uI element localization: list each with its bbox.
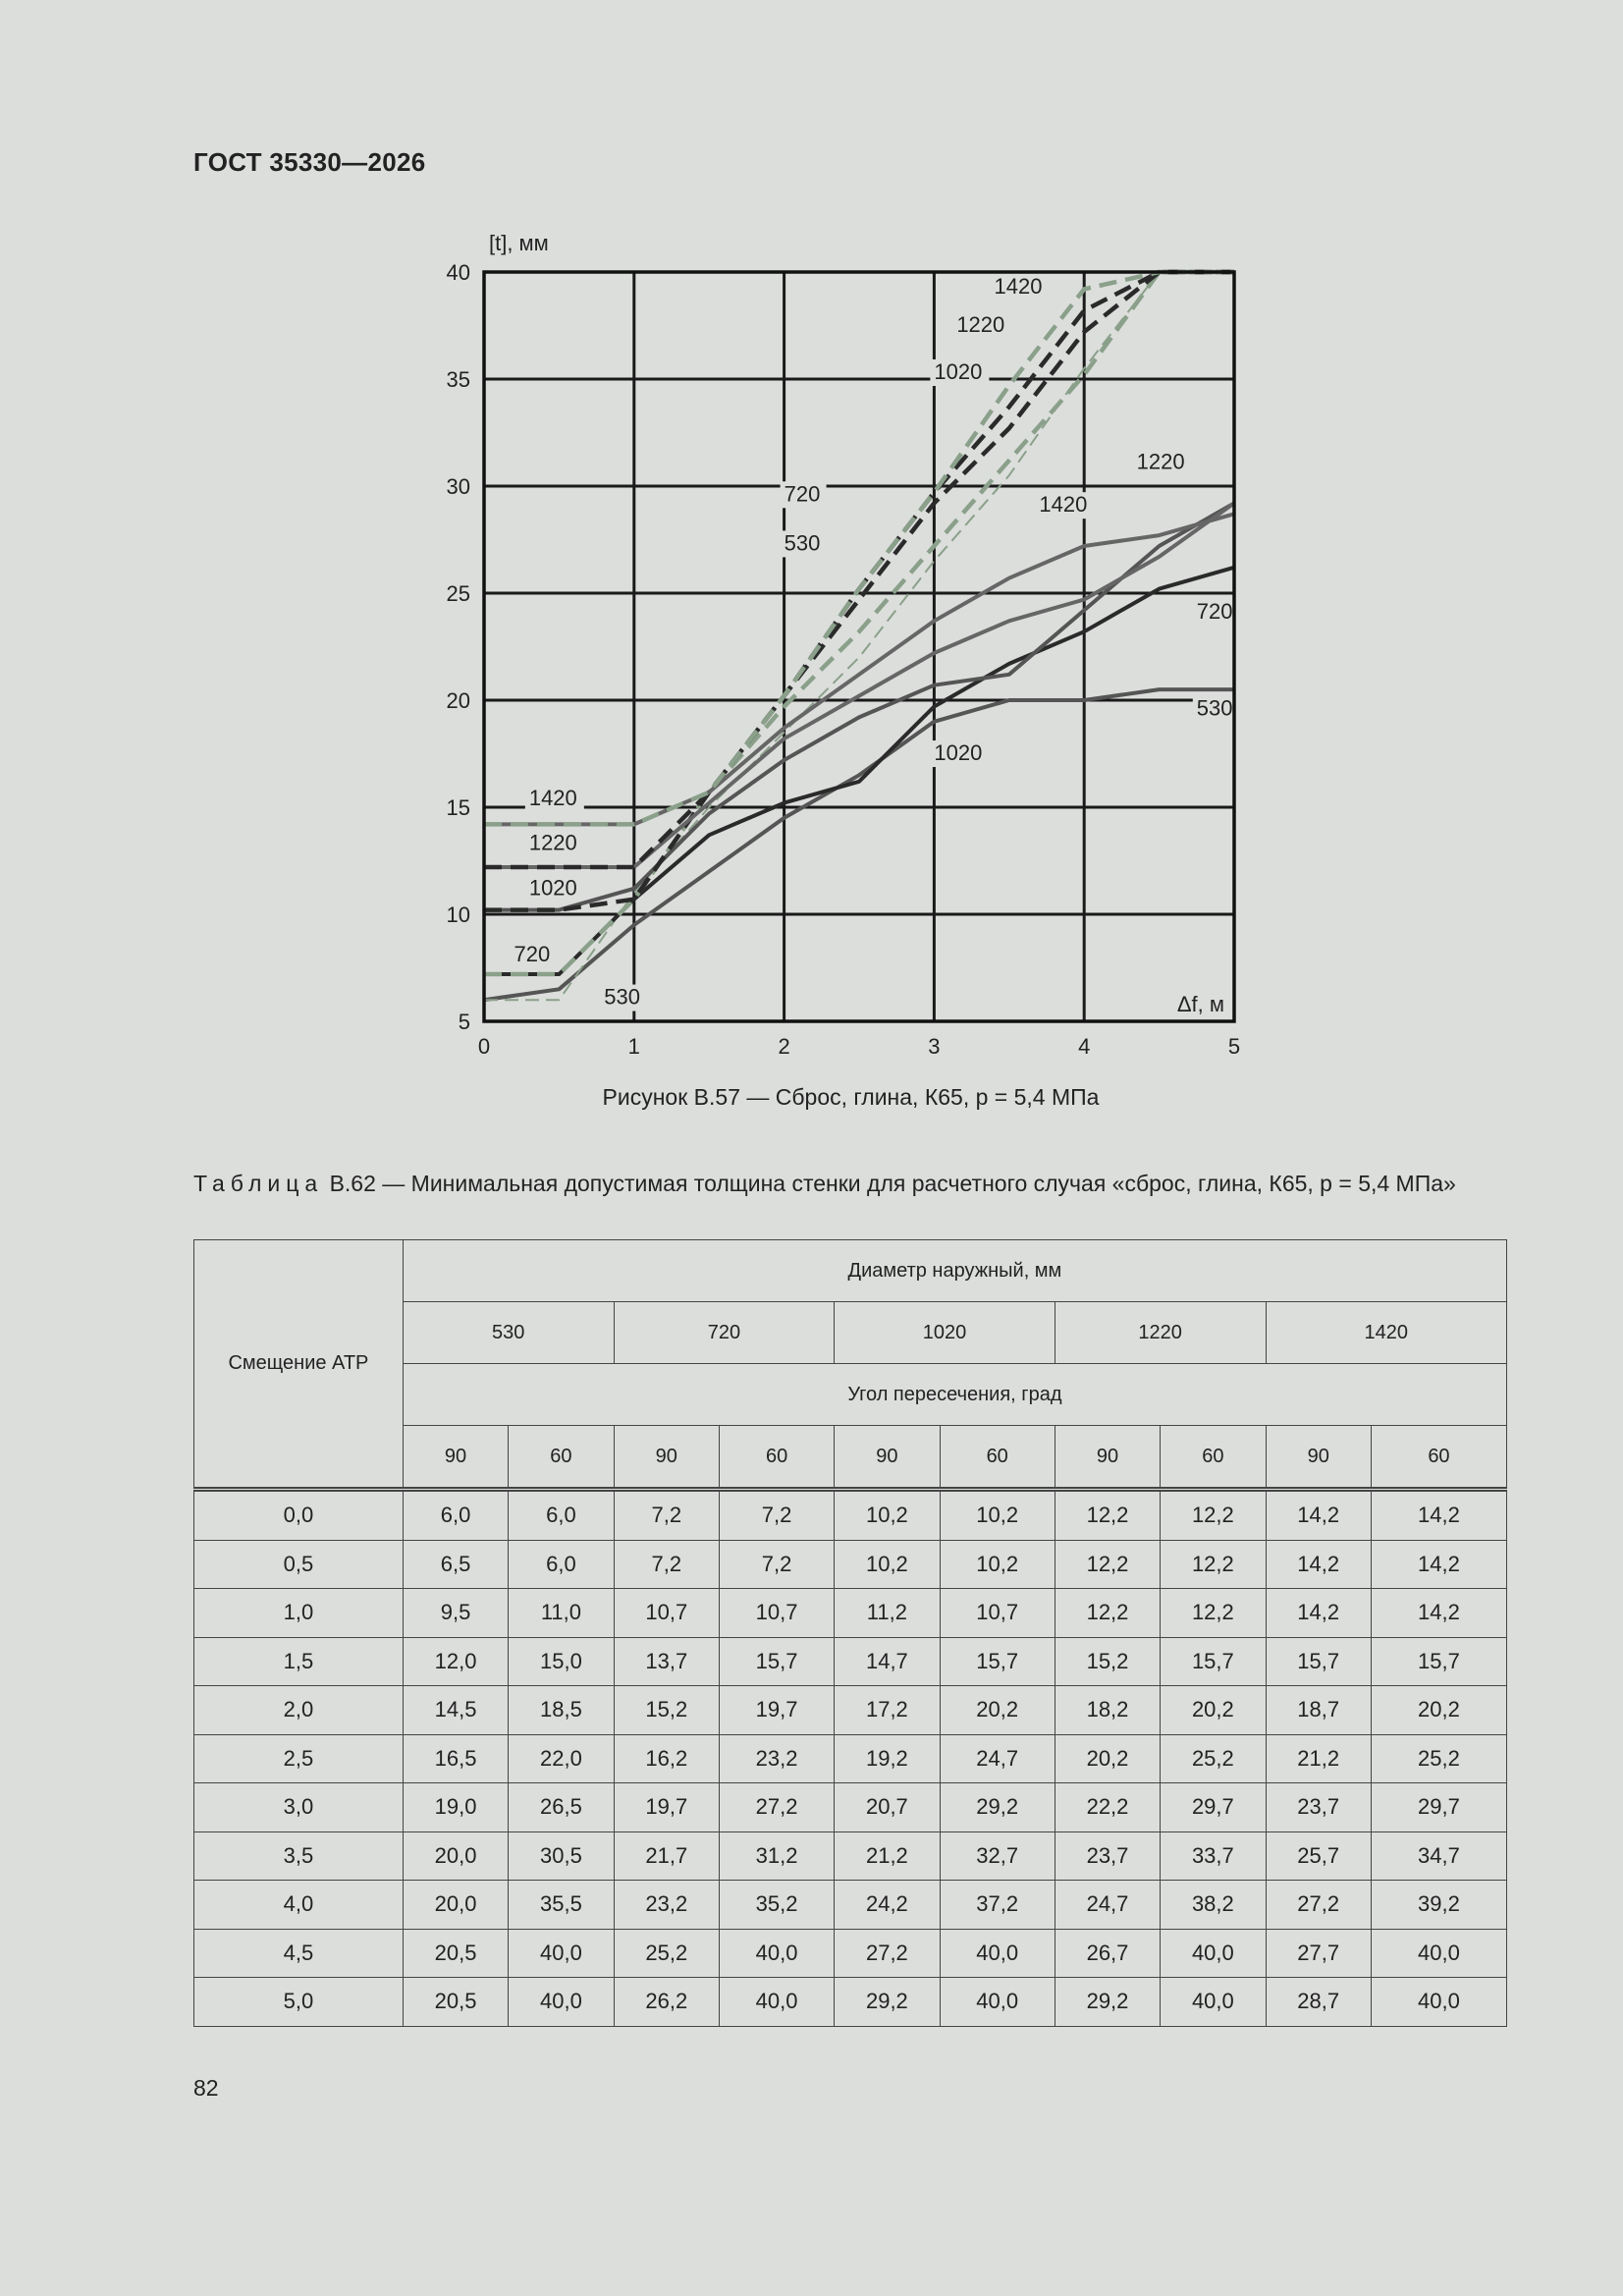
plot-frame <box>484 272 1234 1021</box>
y-tick-label: 30 <box>446 474 470 499</box>
table-row <box>194 1490 1507 1541</box>
x-axis-label: Δf, м <box>1176 992 1224 1016</box>
x-tick-label: 3 <box>928 1034 941 1059</box>
thickness-cell: 20,0 <box>403 1831 508 1881</box>
thickness-cell: 23,7 <box>1055 1831 1160 1881</box>
thickness-cell: 40,0 <box>719 1929 834 1978</box>
series-line-1220-60 <box>484 272 1234 867</box>
table-caption-prefix: Таблица <box>193 1171 324 1196</box>
angle-value: 60 <box>1161 1426 1266 1490</box>
thickness-cell: 14,2 <box>1266 1540 1371 1589</box>
angle-value: 90 <box>835 1426 940 1490</box>
thickness-cell: 14,2 <box>1371 1589 1506 1638</box>
series-annotation: 1420 <box>528 785 577 810</box>
series-annotation: 530 <box>1196 695 1233 721</box>
series-annotation: 1220 <box>1136 449 1185 474</box>
thickness-cell: 40,0 <box>940 1978 1055 2027</box>
thickness-cell: 10,2 <box>835 1540 940 1589</box>
series-line-1420-90 <box>484 514 1234 824</box>
angle-value: 60 <box>940 1426 1055 1490</box>
figure-caption: Рисунок В.57 — Сброс, глина, К65, p = 5,4 МПа <box>602 1084 1100 1110</box>
series-annotation: 720 <box>1196 599 1233 625</box>
table-row <box>194 1686 1507 1735</box>
group-header: Диаметр наружный, мм <box>403 1240 1506 1302</box>
table-caption <box>193 1169 1507 1199</box>
thickness-cell: 20,2 <box>1161 1686 1266 1735</box>
diameter-header: 1220 <box>1055 1302 1266 1364</box>
table-row <box>194 1831 1507 1881</box>
series-annotation: 1020 <box>528 875 577 901</box>
thickness-cell: 12,2 <box>1055 1589 1160 1638</box>
thickness-cell: 19,0 <box>403 1783 508 1832</box>
thickness-cell: 21,2 <box>835 1831 940 1881</box>
series-annotation: 720 <box>784 481 821 507</box>
y-tick-label: 10 <box>446 902 470 927</box>
thickness-cell: 12,2 <box>1055 1540 1160 1589</box>
thickness-table <box>193 1239 1507 2027</box>
series-annotation: 720 <box>514 941 551 966</box>
thickness-cell: 6,5 <box>403 1540 508 1589</box>
thickness-cell: 17,2 <box>835 1686 940 1735</box>
thickness-cell: 32,7 <box>940 1831 1055 1881</box>
thickness-cell: 20,2 <box>940 1686 1055 1735</box>
thickness-cell: 14,2 <box>1371 1490 1506 1541</box>
thickness-cell: 25,2 <box>1371 1734 1506 1783</box>
plot-area <box>484 272 1234 1021</box>
thickness-cell: 10,2 <box>835 1490 940 1541</box>
thickness-cell: 6,0 <box>509 1490 614 1541</box>
table-head <box>194 1240 1507 1490</box>
offset-cell: 4,5 <box>194 1929 404 1978</box>
thickness-cell: 40,0 <box>1371 1929 1506 1978</box>
thickness-cell: 11,2 <box>835 1589 940 1638</box>
thickness-cell: 15,0 <box>509 1637 614 1686</box>
table-caption-text: В.62 — Минимальная допустимая толщина стенки для расчетного случая «сброс, глина, К65, p = 5,4 МПа» <box>323 1171 1456 1196</box>
thickness-cell: 7,2 <box>614 1540 719 1589</box>
thickness-cell: 40,0 <box>509 1929 614 1978</box>
thickness-cell: 12,2 <box>1055 1490 1160 1541</box>
series-line-1220-90 <box>484 503 1234 867</box>
offset-cell: 2,0 <box>194 1686 404 1735</box>
thickness-cell: 26,2 <box>614 1978 719 2027</box>
diameter-header: 1020 <box>835 1302 1055 1364</box>
y-tick-label: 5 <box>458 1010 470 1034</box>
thickness-cell: 25,7 <box>1266 1831 1371 1881</box>
thickness-cell: 23,2 <box>719 1734 834 1783</box>
thickness-cell: 40,0 <box>719 1978 834 2027</box>
y-tick-label: 20 <box>446 688 470 713</box>
y-axis-label: [t], мм <box>489 231 549 255</box>
thickness-cell: 37,2 <box>940 1881 1055 1930</box>
series-annotation: 1020 <box>934 740 983 766</box>
angle-header: Угол пересечения, град <box>403 1364 1506 1426</box>
thickness-cell: 20,5 <box>403 1929 508 1978</box>
thickness-cell: 10,7 <box>940 1589 1055 1638</box>
thickness-chart <box>412 216 1296 1080</box>
series-annotation: 530 <box>604 984 640 1010</box>
thickness-cell: 20,2 <box>1371 1686 1506 1735</box>
offset-cell: 3,5 <box>194 1831 404 1881</box>
x-tick-label: 0 <box>477 1034 491 1059</box>
thickness-cell: 14,2 <box>1266 1490 1371 1541</box>
thickness-cell: 22,0 <box>509 1734 614 1783</box>
thickness-cell: 15,2 <box>614 1686 719 1735</box>
thickness-cell: 27,2 <box>719 1783 834 1832</box>
table-row <box>194 1540 1507 1589</box>
angle-value: 60 <box>719 1426 834 1490</box>
thickness-cell: 24,2 <box>835 1881 940 1930</box>
thickness-cell: 9,5 <box>403 1589 508 1638</box>
offset-cell: 1,5 <box>194 1637 404 1686</box>
thickness-cell: 15,7 <box>719 1637 834 1686</box>
table-row <box>194 1734 1507 1783</box>
table-row <box>194 1783 1507 1832</box>
offset-cell: 3,0 <box>194 1783 404 1832</box>
thickness-cell: 23,2 <box>614 1881 719 1930</box>
diameter-header: 530 <box>403 1302 614 1364</box>
thickness-cell: 21,7 <box>614 1831 719 1881</box>
thickness-cell: 16,5 <box>403 1734 508 1783</box>
thickness-cell: 15,7 <box>940 1637 1055 1686</box>
thickness-cell: 29,2 <box>1055 1978 1160 2027</box>
series-line-530-60 <box>484 272 1234 1000</box>
thickness-cell: 7,2 <box>614 1490 719 1541</box>
table-body <box>194 1490 1507 2027</box>
thickness-cell: 24,7 <box>940 1734 1055 1783</box>
offset-cell: 1,0 <box>194 1589 404 1638</box>
row-header: Смещение АТР <box>194 1240 404 1490</box>
table-row <box>194 1589 1507 1638</box>
series-line-1020-90 <box>484 503 1234 909</box>
thickness-cell: 12,0 <box>403 1637 508 1686</box>
series-annotation: 1020 <box>934 359 983 384</box>
thickness-cell: 15,7 <box>1371 1637 1506 1686</box>
offset-cell: 0,5 <box>194 1540 404 1589</box>
x-tick-label: 5 <box>1227 1034 1241 1059</box>
thickness-cell: 29,7 <box>1161 1783 1266 1832</box>
thickness-cell: 14,2 <box>1266 1589 1371 1638</box>
offset-cell: 2,5 <box>194 1734 404 1783</box>
x-tick-label: 1 <box>627 1034 640 1059</box>
document-header: ГОСТ 35330—2026 <box>193 147 426 177</box>
thickness-cell: 15,7 <box>1161 1637 1266 1686</box>
series-annotation: 530 <box>784 530 821 556</box>
thickness-cell: 23,7 <box>1266 1783 1371 1832</box>
thickness-cell: 18,2 <box>1055 1686 1160 1735</box>
offset-cell: 4,0 <box>194 1881 404 1930</box>
thickness-cell: 25,2 <box>614 1929 719 1978</box>
thickness-cell: 29,2 <box>835 1978 940 2027</box>
y-tick-label: 35 <box>446 367 470 392</box>
thickness-cell: 24,7 <box>1055 1881 1160 1930</box>
thickness-cell: 33,7 <box>1161 1831 1266 1881</box>
table-row <box>194 1978 1507 2027</box>
thickness-cell: 18,5 <box>509 1686 614 1735</box>
thickness-cell: 22,2 <box>1055 1783 1160 1832</box>
thickness-cell: 35,2 <box>719 1881 834 1930</box>
angle-value: 90 <box>1266 1426 1371 1490</box>
y-tick-label: 25 <box>446 581 470 606</box>
thickness-cell: 18,7 <box>1266 1686 1371 1735</box>
thickness-cell: 12,2 <box>1161 1490 1266 1541</box>
thickness-cell: 7,2 <box>719 1490 834 1541</box>
table-row <box>194 1929 1507 1978</box>
thickness-cell: 6,0 <box>403 1490 508 1541</box>
thickness-cell: 27,7 <box>1266 1929 1371 1978</box>
thickness-cell: 14,2 <box>1371 1540 1506 1589</box>
thickness-cell: 19,7 <box>614 1783 719 1832</box>
angle-value: 60 <box>509 1426 614 1490</box>
thickness-cell: 34,7 <box>1371 1831 1506 1881</box>
thickness-cell: 11,0 <box>509 1589 614 1638</box>
thickness-cell: 15,7 <box>1266 1637 1371 1686</box>
thickness-cell: 30,5 <box>509 1831 614 1881</box>
x-tick-label: 2 <box>778 1034 790 1059</box>
thickness-cell: 20,0 <box>403 1881 508 1930</box>
angle-value: 90 <box>403 1426 508 1490</box>
thickness-cell: 20,2 <box>1055 1734 1160 1783</box>
thickness-cell: 26,5 <box>509 1783 614 1832</box>
table-row <box>194 1637 1507 1686</box>
thickness-cell: 31,2 <box>719 1831 834 1881</box>
table-row <box>194 1881 1507 1930</box>
thickness-cell: 40,0 <box>1161 1978 1266 2027</box>
thickness-cell: 14,7 <box>835 1637 940 1686</box>
series-annotation: 1220 <box>528 830 577 855</box>
thickness-cell: 27,2 <box>835 1929 940 1978</box>
y-tick-label: 40 <box>446 260 470 285</box>
y-tick-label: 15 <box>446 795 470 820</box>
diameter-header: 720 <box>614 1302 835 1364</box>
thickness-cell: 40,0 <box>1161 1929 1266 1978</box>
thickness-cell: 25,2 <box>1161 1734 1266 1783</box>
series-annotation: 1220 <box>956 312 1005 338</box>
thickness-cell: 20,7 <box>835 1783 940 1832</box>
angle-value: 60 <box>1371 1426 1506 1490</box>
series-annotation: 1420 <box>1039 492 1088 518</box>
series-annotation: 1420 <box>994 273 1043 299</box>
thickness-cell: 10,7 <box>614 1589 719 1638</box>
thickness-cell: 15,2 <box>1055 1637 1160 1686</box>
thickness-cell: 19,2 <box>835 1734 940 1783</box>
angle-value: 90 <box>1055 1426 1160 1490</box>
offset-cell: 5,0 <box>194 1978 404 2027</box>
x-tick-label: 4 <box>1078 1034 1091 1059</box>
thickness-cell: 10,2 <box>940 1490 1055 1541</box>
thickness-cell: 10,7 <box>719 1589 834 1638</box>
angle-value: 90 <box>614 1426 719 1490</box>
series-line-1420-60 <box>484 272 1234 824</box>
series-line-530-90 <box>484 689 1234 1000</box>
thickness-cell: 19,7 <box>719 1686 834 1735</box>
thickness-cell: 12,2 <box>1161 1540 1266 1589</box>
thickness-cell: 16,2 <box>614 1734 719 1783</box>
thickness-cell: 39,2 <box>1371 1881 1506 1930</box>
thickness-cell: 40,0 <box>940 1929 1055 1978</box>
thickness-cell: 38,2 <box>1161 1881 1266 1930</box>
thickness-cell: 40,0 <box>509 1978 614 2027</box>
thickness-cell: 28,7 <box>1266 1978 1371 2027</box>
thickness-cell: 29,7 <box>1371 1783 1506 1832</box>
thickness-cell: 10,2 <box>940 1540 1055 1589</box>
thickness-cell: 27,2 <box>1266 1881 1371 1930</box>
thickness-cell: 13,7 <box>614 1637 719 1686</box>
thickness-cell: 14,5 <box>403 1686 508 1735</box>
thickness-cell: 40,0 <box>1371 1978 1506 2027</box>
thickness-cell: 35,5 <box>509 1881 614 1930</box>
thickness-cell: 26,7 <box>1055 1929 1160 1978</box>
thickness-cell: 7,2 <box>719 1540 834 1589</box>
thickness-cell: 20,5 <box>403 1978 508 2027</box>
thickness-cell: 6,0 <box>509 1540 614 1589</box>
offset-cell: 0,0 <box>194 1490 404 1541</box>
thickness-cell: 21,2 <box>1266 1734 1371 1783</box>
page-number: 82 <box>193 2075 219 2101</box>
thickness-cell: 12,2 <box>1161 1589 1266 1638</box>
diameter-header: 1420 <box>1266 1302 1506 1364</box>
thickness-cell: 29,2 <box>940 1783 1055 1832</box>
